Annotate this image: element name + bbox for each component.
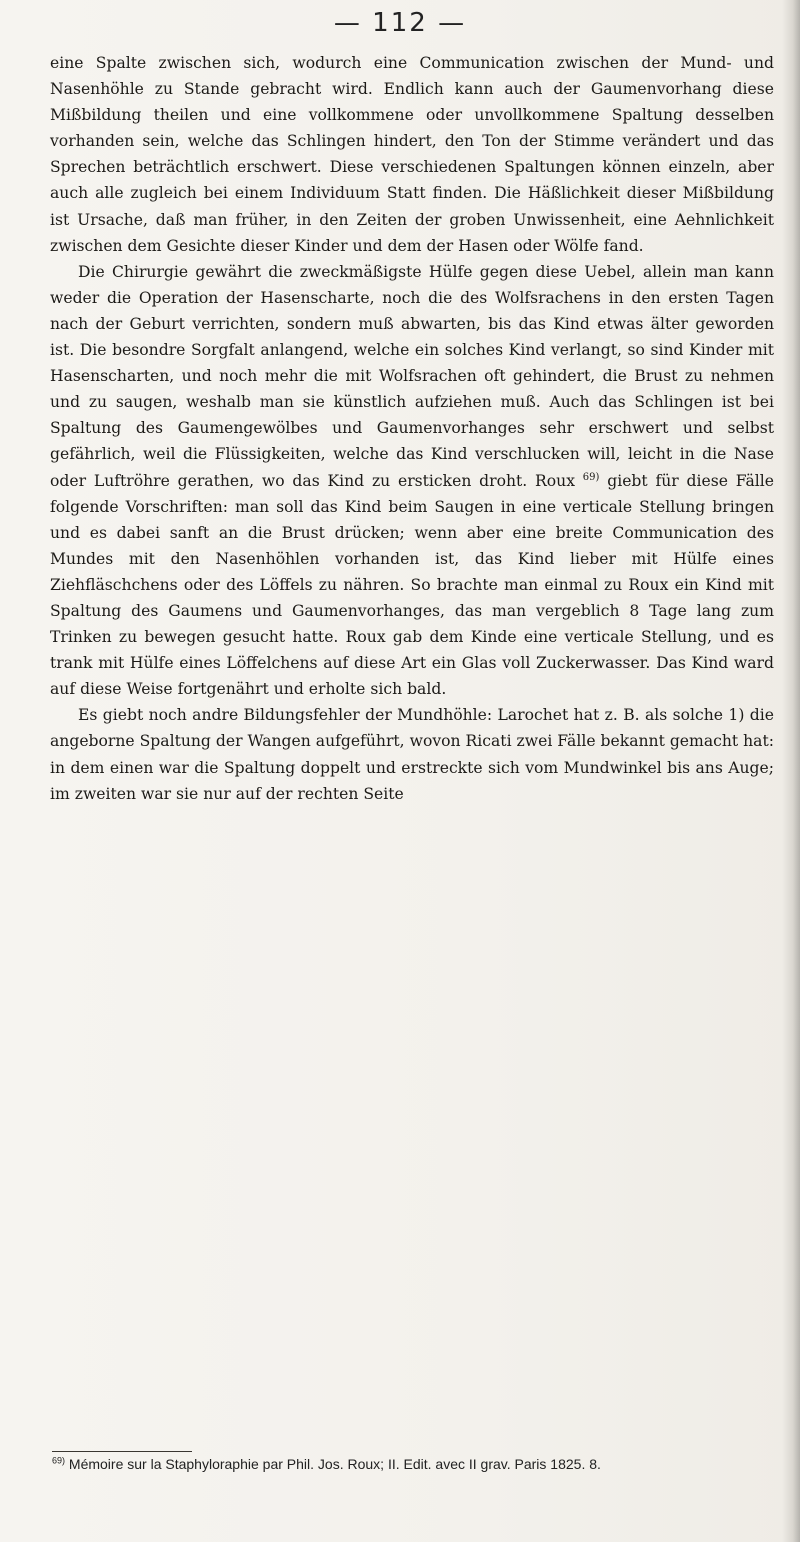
page-number: — 112 — [333, 8, 467, 38]
body-text [50, 50, 774, 807]
footnote-divider [52, 1451, 192, 1452]
paragraph-2 [50, 259, 774, 703]
footnote-reference: 69) [582, 471, 600, 483]
footnote-marker: 69) [52, 1455, 66, 1466]
paragraph-1: eine Spalte zwischen sich, wodurch eine Communication zwischen der Mund- und Nasenhöhle zu Stande gebracht wird. Endlich kann auch der Gaumenvorhang diese Mißbildung theilen und eine vollkommene oder unvollkommene Spaltung desselben vorhanden sein, welche das Schlingen hindert, den Ton der Stimme verändert und das Sprechen beträchtlich erschwert. Diese verschiedenen Spaltungen können einzeln, aber auch alle zugleich bei einem Individuum Statt finden. Die Häßlichkeit dieser Mißbildung ist Ursache, daß man früher, in den Zeiten der groben Unwissenheit, eine Aehnlichkeit zwischen dem Gesichte dieser Kinder und dem der Hasen oder Wölfe fand. [50, 54, 774, 255]
paragraph-2-text: Die Chirurgie gewährt die zweckmäßigste Hülfe gegen diese Uebel, allein man kann weder die Operation der Hasenscharte, noch die des Wolfsrachens in den ersten Tagen nach der Geburt verrichten, sondern muß abwarten, bis das Kind etwas älter geworden ist. Die besondre Sorgfalt anlangend, welche ein solches Kind verlangt, so sind Kinder mit Hasenscharten, und noch mehr die mit Wolfsrachen oft gehindert, die Brust zu nehmen und zu saugen, weshalb man sie künstlich aufziehen muß. Auch das Schlingen ist bei Spaltung des Gaumengewölbes und Gaumenvorhanges sehr erschwert und selbst gefährlich, weil die Flüssigkeiten, welche das Kind verschlucken will, leicht in die Nase oder Luftröhre gerathen, wo das Kind zu ersticken droht. Roux [50, 262, 774, 490]
footnote-text: Mémoire sur la Staphyloraphie par Phil. Jos. Roux; II. Edit. avec II grav. Paris 1825. 8. [68, 1456, 601, 1472]
footnote [52, 1455, 772, 1474]
paragraph-2-continuation: giebt für diese Fälle folgende Vorschriften: man soll das Kind beim Saugen in eine verticale Stellung bringen und es dabei sanft an die Brust drücken; wenn aber eine breite Communication des Mundes mit den Nasenhöhlen vorhanden ist, das Kind lieber mit Hülfe eines Ziehfläschchens oder des Löffels zu nähren. So brachte man einmal zu Roux ein Kind mit Spaltung des Gaumens und Gaumenvorhanges, das man vergeblich 8 Tage lang zum Trinken zu bewegen gesucht hatte. Roux gab dem Kinde eine verticale Stellung, und es trank mit Hülfe eines Löffelchens auf diese Art ein Glas voll Zuckerwasser. Das Kind ward auf diese Weise fortgenährt und erholte sich bald. [50, 471, 774, 699]
page-edge-shadow [782, 0, 800, 1542]
paragraph-3: Es giebt noch andre Bildungsfehler der Mundhöhle: Larochet hat z. B. als solche 1) die angeborne Spaltung der Wangen aufgeführt, wovon Ricati zwei Fälle bekannt gemacht hat: in dem einen war die Spaltung doppelt und erstreckte sich vom Mundwinkel bis ans Auge; im zweiten war sie nur auf der rechten Seite [50, 706, 774, 803]
